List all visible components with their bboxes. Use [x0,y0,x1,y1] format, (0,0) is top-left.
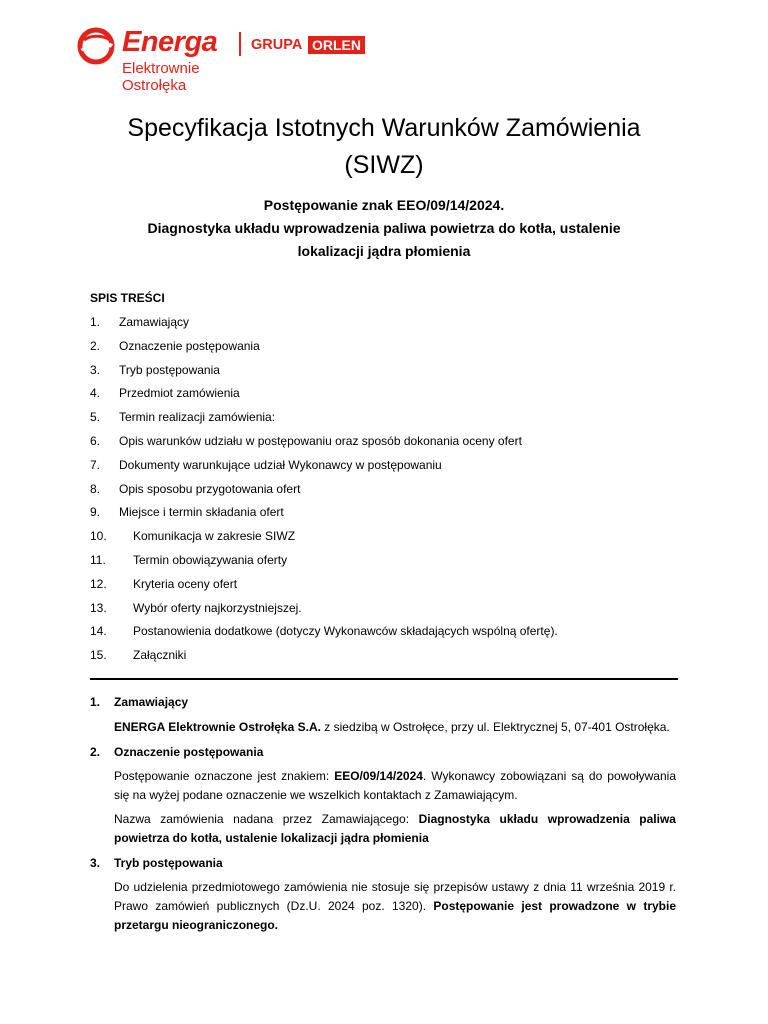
toc-number: 9. [90,505,101,520]
toc-label: Dokumenty warunkujące udział Wykonawcy w postępowaniu [119,457,442,472]
toc-item[interactable] [90,648,650,672]
section-title: Tryb postępowania [114,856,223,870]
toc-item[interactable] [90,386,650,410]
brand-subtitle-line1: Elektrownie [122,60,200,77]
table-of-contents [90,315,650,672]
orlen-badge: ORLEN [308,36,365,54]
toc-label: Oznaczenie postępowania [119,338,260,353]
section-title: Oznaczenie postępowania [114,745,264,759]
order-name: Diagnostyka układu wprowadzenia paliwa powietrza do kotła, ustalenie lokalizacji jądra płomienia [114,812,676,845]
toc-label: Miejsce i termin składania ofert [119,505,284,520]
toc-label: Kryteria oceny ofert [133,576,238,591]
brand-divider [239,32,241,56]
toc-label: Postanowienia dodatkowe (dotyczy Wykonawców składających wspólną ofertę). [133,624,558,639]
toc-number: 6. [90,433,101,448]
section-title: Zamawiający [114,695,189,709]
toc-header: SPIS TREŚCI [90,291,165,305]
section-2-paragraph-2 [114,810,676,848]
reference-rest: . Wykonawcy zobowiązani są do powoływania się na wyżej podane oznaczenie we wszelkich kontaktach z Zamawiającym. [114,769,676,802]
company-name: ENERGA Elektrownie Ostrołęka S.A. [114,720,321,734]
toc-item[interactable] [90,410,650,434]
reference-intro: Postępowanie oznaczone jest znakiem: [114,769,335,783]
toc-item[interactable] [90,482,650,506]
toc-item[interactable] [90,363,650,387]
company-logo [76,26,386,96]
toc-number: 3. [90,362,101,377]
document-title-line1: Specyfikacja Istotnych Warunków Zamówienia [127,114,641,142]
toc-number: 10. [90,529,107,544]
toc-number: 2. [90,338,101,353]
section-2-paragraph-1 [114,767,676,805]
toc-number: 13. [90,600,107,615]
toc-label: Zamawiający [119,315,190,329]
toc-item[interactable] [90,553,650,577]
toc-label: Wybór oferty najkorzystniejszej. [133,600,302,615]
company-address: z siedzibą w Ostrołęce, przy ul. Elektrycznej 5, 07-401 Ostrołęka. [320,720,670,734]
procedure-mode: Postępowanie jest prowadzone w trybie przetargu nieograniczonego. [114,899,676,932]
order-name-intro: Nazwa zamówienia nadana przez Zamawiającego: [114,812,419,826]
procedure-basis: Do udzielenia przedmiotowego zamówienia nie stosuje się przepisów ustawy z dnia 11 września 2019 r. Prawo zamówień publicznych (Dz.U. 2024 poz. 1320). [114,880,676,913]
toc-label: Opis sposobu przygotowania ofert [119,481,301,496]
procedure-name-line2: lokalizacji jądra płomienia [297,243,471,259]
toc-number: 15. [90,648,107,663]
toc-item[interactable] [90,529,650,553]
toc-number: 11. [90,552,106,567]
toc-item[interactable] [90,601,650,625]
toc-label: Załączniki [133,648,187,663]
reference-code: EEO/09/14/2024 [334,769,423,783]
toc-label: Opis warunków udziału w postępowaniu oraz sposób dokonania oceny ofert [119,433,522,448]
procedure-reference: Postępowanie znak EEO/09/14/2024. [263,197,505,213]
group-word: GRUPA [251,37,303,53]
toc-number: 4. [90,386,101,401]
section-divider [90,678,678,680]
toc-label: Termin obowiązywania oferty [133,552,288,567]
section-number: 2. [90,745,101,759]
section-3-paragraph [114,878,676,935]
section-1-paragraph [114,718,676,737]
toc-number: 8. [90,481,101,496]
toc-item[interactable] [90,458,650,482]
energa-swirl-icon [76,26,116,66]
section-number: 3. [90,856,101,870]
toc-item[interactable] [90,315,650,339]
toc-label: Termin realizacji zamówienia: [119,410,276,425]
toc-number: 1. [90,315,101,329]
toc-number: 7. [90,457,101,472]
toc-item[interactable] [90,434,650,458]
document-title-line2: (SIWZ) [344,151,424,179]
brand-name: Energa [122,26,218,58]
toc-label: Komunikacja w zakresie SIWZ [133,529,296,544]
toc-number: 12. [90,576,107,591]
toc-number: 5. [90,410,101,425]
toc-label: Przedmiot zamówienia [119,386,240,401]
toc-item[interactable] [90,505,650,529]
brand-subtitle-line2: Ostrołęka [122,77,187,94]
toc-item[interactable] [90,339,650,363]
toc-item[interactable] [90,577,650,601]
toc-item[interactable] [90,624,650,648]
toc-number: 14. [90,624,107,639]
procedure-name-line1: Diagnostyka układu wprowadzenia paliwa powietrza do kotła, ustalenie [147,220,621,236]
toc-label: Tryb postępowania [119,362,220,377]
section-number: 1. [90,695,101,709]
